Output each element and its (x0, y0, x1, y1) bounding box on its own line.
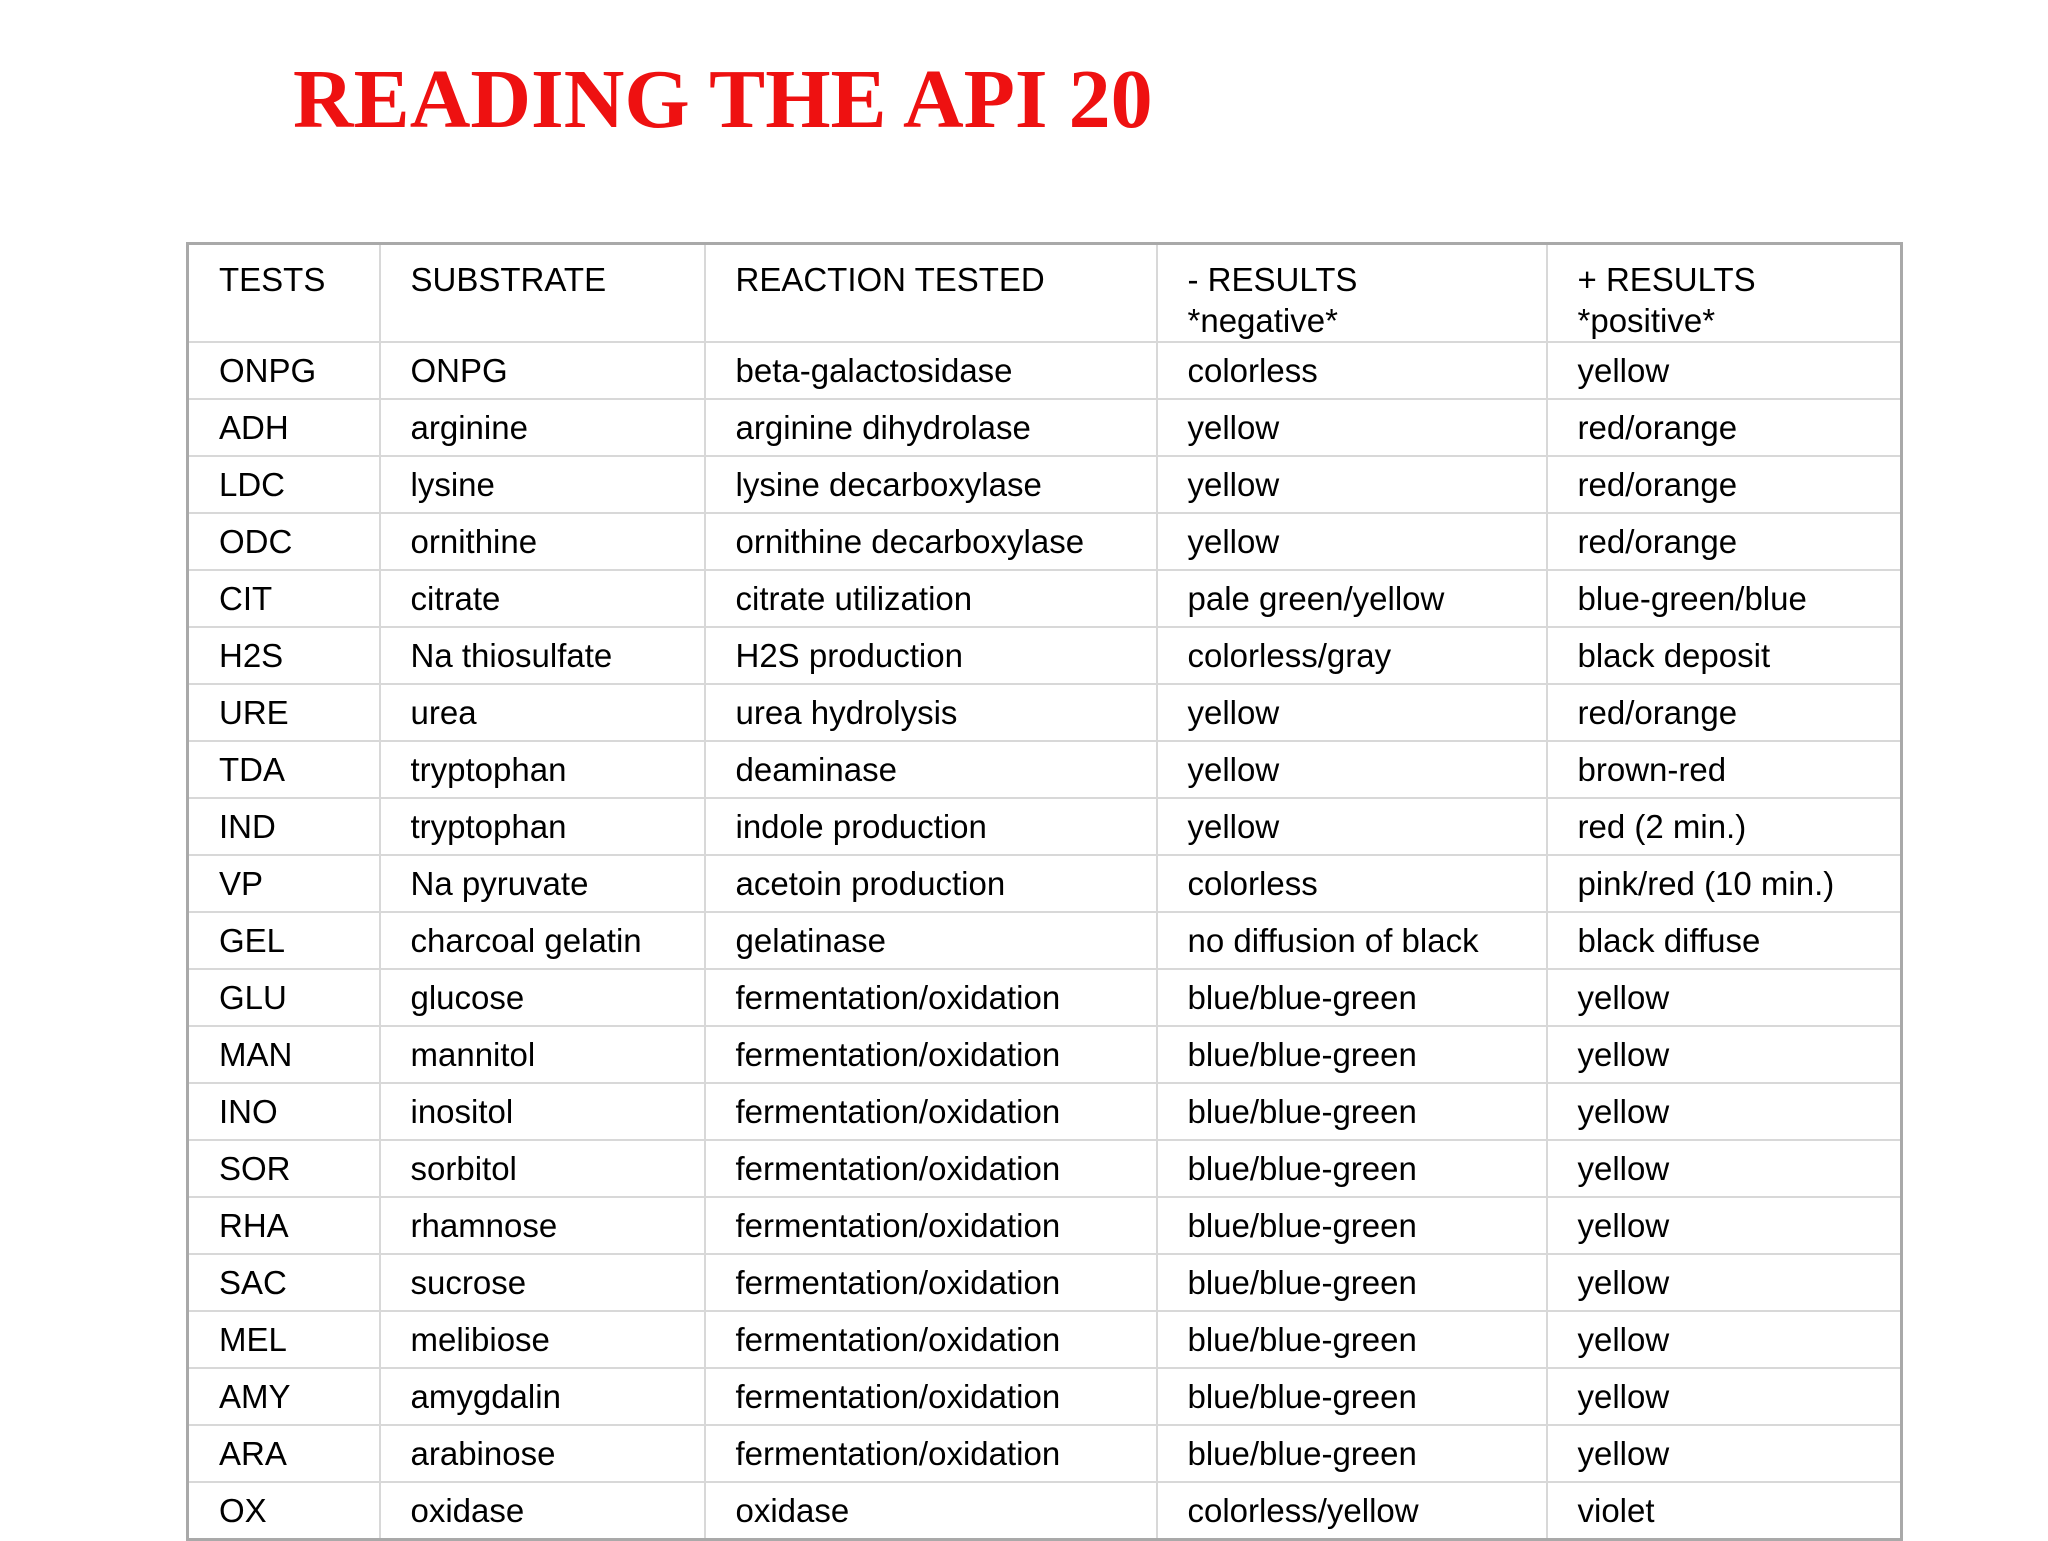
negative-result-cell: colorless (1157, 855, 1547, 912)
table-row (188, 684, 1902, 741)
negative-result-cell: colorless (1157, 342, 1547, 399)
page-title: READING THE API 20 (293, 53, 1153, 146)
reaction-cell: gelatinase (705, 912, 1157, 969)
header-negative-label: - RESULTS (1187, 261, 1358, 298)
negative-result-cell: pale green/yellow (1157, 570, 1547, 627)
positive-result-cell: red/orange (1547, 684, 1902, 741)
negative-result-cell: yellow (1157, 741, 1547, 798)
substrate-cell: urea (380, 684, 705, 741)
positive-result-cell: red/orange (1547, 456, 1902, 513)
positive-result-cell: yellow (1547, 1254, 1902, 1311)
positive-result-cell: red (2 min.) (1547, 798, 1902, 855)
table-row (188, 912, 1902, 969)
table-row (188, 1482, 1902, 1540)
table-row (188, 342, 1902, 399)
reaction-cell: oxidase (705, 1482, 1157, 1540)
positive-result-cell: red/orange (1547, 399, 1902, 456)
test-code-cell: IND (188, 798, 380, 855)
negative-result-cell: blue/blue-green (1157, 969, 1547, 1026)
table-row (188, 1197, 1902, 1254)
table-row (188, 456, 1902, 513)
substrate-cell: mannitol (380, 1026, 705, 1083)
reaction-cell: fermentation/oxidation (705, 1368, 1157, 1425)
test-code-cell: GEL (188, 912, 380, 969)
header-negative-results (1157, 244, 1547, 343)
negative-result-cell: blue/blue-green (1157, 1083, 1547, 1140)
test-code-cell: ONPG (188, 342, 380, 399)
header-tests (188, 244, 380, 343)
header-reaction-tested (705, 244, 1157, 343)
substrate-cell: glucose (380, 969, 705, 1026)
substrate-cell: ornithine (380, 513, 705, 570)
test-code-cell: ADH (188, 399, 380, 456)
reaction-cell: fermentation/oxidation (705, 1140, 1157, 1197)
test-code-cell: TDA (188, 741, 380, 798)
positive-result-cell: yellow (1547, 1368, 1902, 1425)
reaction-cell: fermentation/oxidation (705, 1026, 1157, 1083)
table-row (188, 627, 1902, 684)
test-code-cell: MEL (188, 1311, 380, 1368)
negative-result-cell: blue/blue-green (1157, 1026, 1547, 1083)
substrate-cell: inositol (380, 1083, 705, 1140)
positive-result-cell: yellow (1547, 1026, 1902, 1083)
reaction-cell: fermentation/oxidation (705, 1254, 1157, 1311)
reaction-cell: fermentation/oxidation (705, 1311, 1157, 1368)
substrate-cell: charcoal gelatin (380, 912, 705, 969)
table-row (188, 1026, 1902, 1083)
reaction-cell: fermentation/oxidation (705, 1197, 1157, 1254)
table-row (188, 1368, 1902, 1425)
header-positive-label: + RESULTS (1577, 261, 1756, 298)
negative-result-cell: blue/blue-green (1157, 1368, 1547, 1425)
reaction-cell: urea hydrolysis (705, 684, 1157, 741)
positive-result-cell: black deposit (1547, 627, 1902, 684)
test-code-cell: OX (188, 1482, 380, 1540)
negative-result-cell: yellow (1157, 456, 1547, 513)
test-code-cell: GLU (188, 969, 380, 1026)
positive-result-cell: yellow (1547, 1311, 1902, 1368)
positive-result-cell: yellow (1547, 1083, 1902, 1140)
table-row (188, 741, 1902, 798)
negative-result-cell: blue/blue-green (1157, 1197, 1547, 1254)
reaction-cell: arginine dihydrolase (705, 399, 1157, 456)
positive-result-cell: black diffuse (1547, 912, 1902, 969)
table-row (188, 570, 1902, 627)
test-code-cell: INO (188, 1083, 380, 1140)
header-positive-results (1547, 244, 1902, 343)
negative-result-cell: blue/blue-green (1157, 1311, 1547, 1368)
negative-result-cell: blue/blue-green (1157, 1140, 1547, 1197)
test-code-cell: AMY (188, 1368, 380, 1425)
test-code-cell: URE (188, 684, 380, 741)
positive-result-cell: yellow (1547, 1425, 1902, 1482)
substrate-cell: citrate (380, 570, 705, 627)
reaction-cell: beta-galactosidase (705, 342, 1157, 399)
substrate-cell: tryptophan (380, 741, 705, 798)
reaction-cell: lysine decarboxylase (705, 456, 1157, 513)
reaction-cell: fermentation/oxidation (705, 1425, 1157, 1482)
positive-result-cell: blue-green/blue (1547, 570, 1902, 627)
test-code-cell: ODC (188, 513, 380, 570)
test-code-cell: VP (188, 855, 380, 912)
negative-result-cell: colorless/yellow (1157, 1482, 1547, 1540)
reaction-cell: deaminase (705, 741, 1157, 798)
positive-result-cell: yellow (1547, 342, 1902, 399)
reaction-cell: H2S production (705, 627, 1157, 684)
negative-result-cell: no diffusion of black (1157, 912, 1547, 969)
test-code-cell: RHA (188, 1197, 380, 1254)
positive-result-cell: yellow (1547, 1197, 1902, 1254)
negative-result-cell: blue/blue-green (1157, 1254, 1547, 1311)
reaction-cell: acetoin production (705, 855, 1157, 912)
test-code-cell: ARA (188, 1425, 380, 1482)
substrate-cell: Na pyruvate (380, 855, 705, 912)
api20-table (186, 242, 1903, 1541)
negative-result-cell: yellow (1157, 399, 1547, 456)
table-body (188, 342, 1902, 1540)
positive-result-cell: brown-red (1547, 741, 1902, 798)
table-row (188, 1254, 1902, 1311)
test-code-cell: CIT (188, 570, 380, 627)
substrate-cell: sucrose (380, 1254, 705, 1311)
reaction-cell: citrate utilization (705, 570, 1157, 627)
table-header (188, 244, 1902, 343)
header-positive-sublabel: *positive* (1577, 302, 1716, 339)
table-row (188, 969, 1902, 1026)
positive-result-cell: red/orange (1547, 513, 1902, 570)
substrate-cell: arginine (380, 399, 705, 456)
header-tests-label: TESTS (219, 261, 326, 298)
substrate-cell: ONPG (380, 342, 705, 399)
substrate-cell: Na thiosulfate (380, 627, 705, 684)
test-code-cell: H2S (188, 627, 380, 684)
header-substrate (380, 244, 705, 343)
test-code-cell: MAN (188, 1026, 380, 1083)
header-reaction-label: REACTION TESTED (735, 261, 1045, 298)
table-row (188, 855, 1902, 912)
test-code-cell: SOR (188, 1140, 380, 1197)
negative-result-cell: blue/blue-green (1157, 1425, 1547, 1482)
reaction-cell: fermentation/oxidation (705, 969, 1157, 1026)
table-row (188, 399, 1902, 456)
positive-result-cell: yellow (1547, 969, 1902, 1026)
header-substrate-label: SUBSTRATE (410, 261, 607, 298)
negative-result-cell: yellow (1157, 798, 1547, 855)
substrate-cell: sorbitol (380, 1140, 705, 1197)
substrate-cell: oxidase (380, 1482, 705, 1540)
substrate-cell: rhamnose (380, 1197, 705, 1254)
substrate-cell: melibiose (380, 1311, 705, 1368)
substrate-cell: amygdalin (380, 1368, 705, 1425)
table-row (188, 798, 1902, 855)
table-row (188, 1083, 1902, 1140)
negative-result-cell: colorless/gray (1157, 627, 1547, 684)
table-row (188, 1311, 1902, 1368)
test-code-cell: SAC (188, 1254, 380, 1311)
substrate-cell: arabinose (380, 1425, 705, 1482)
negative-result-cell: yellow (1157, 684, 1547, 741)
negative-result-cell: yellow (1157, 513, 1547, 570)
substrate-cell: lysine (380, 456, 705, 513)
reaction-cell: ornithine decarboxylase (705, 513, 1157, 570)
header-negative-sublabel: *negative* (1187, 302, 1338, 339)
substrate-cell: tryptophan (380, 798, 705, 855)
reaction-cell: indole production (705, 798, 1157, 855)
reaction-cell: fermentation/oxidation (705, 1083, 1157, 1140)
test-code-cell: LDC (188, 456, 380, 513)
positive-result-cell: violet (1547, 1482, 1902, 1540)
table-row (188, 1425, 1902, 1482)
header-row (188, 244, 1902, 343)
positive-result-cell: yellow (1547, 1140, 1902, 1197)
table-row (188, 513, 1902, 570)
table-row (188, 1140, 1902, 1197)
positive-result-cell: pink/red (10 min.) (1547, 855, 1902, 912)
